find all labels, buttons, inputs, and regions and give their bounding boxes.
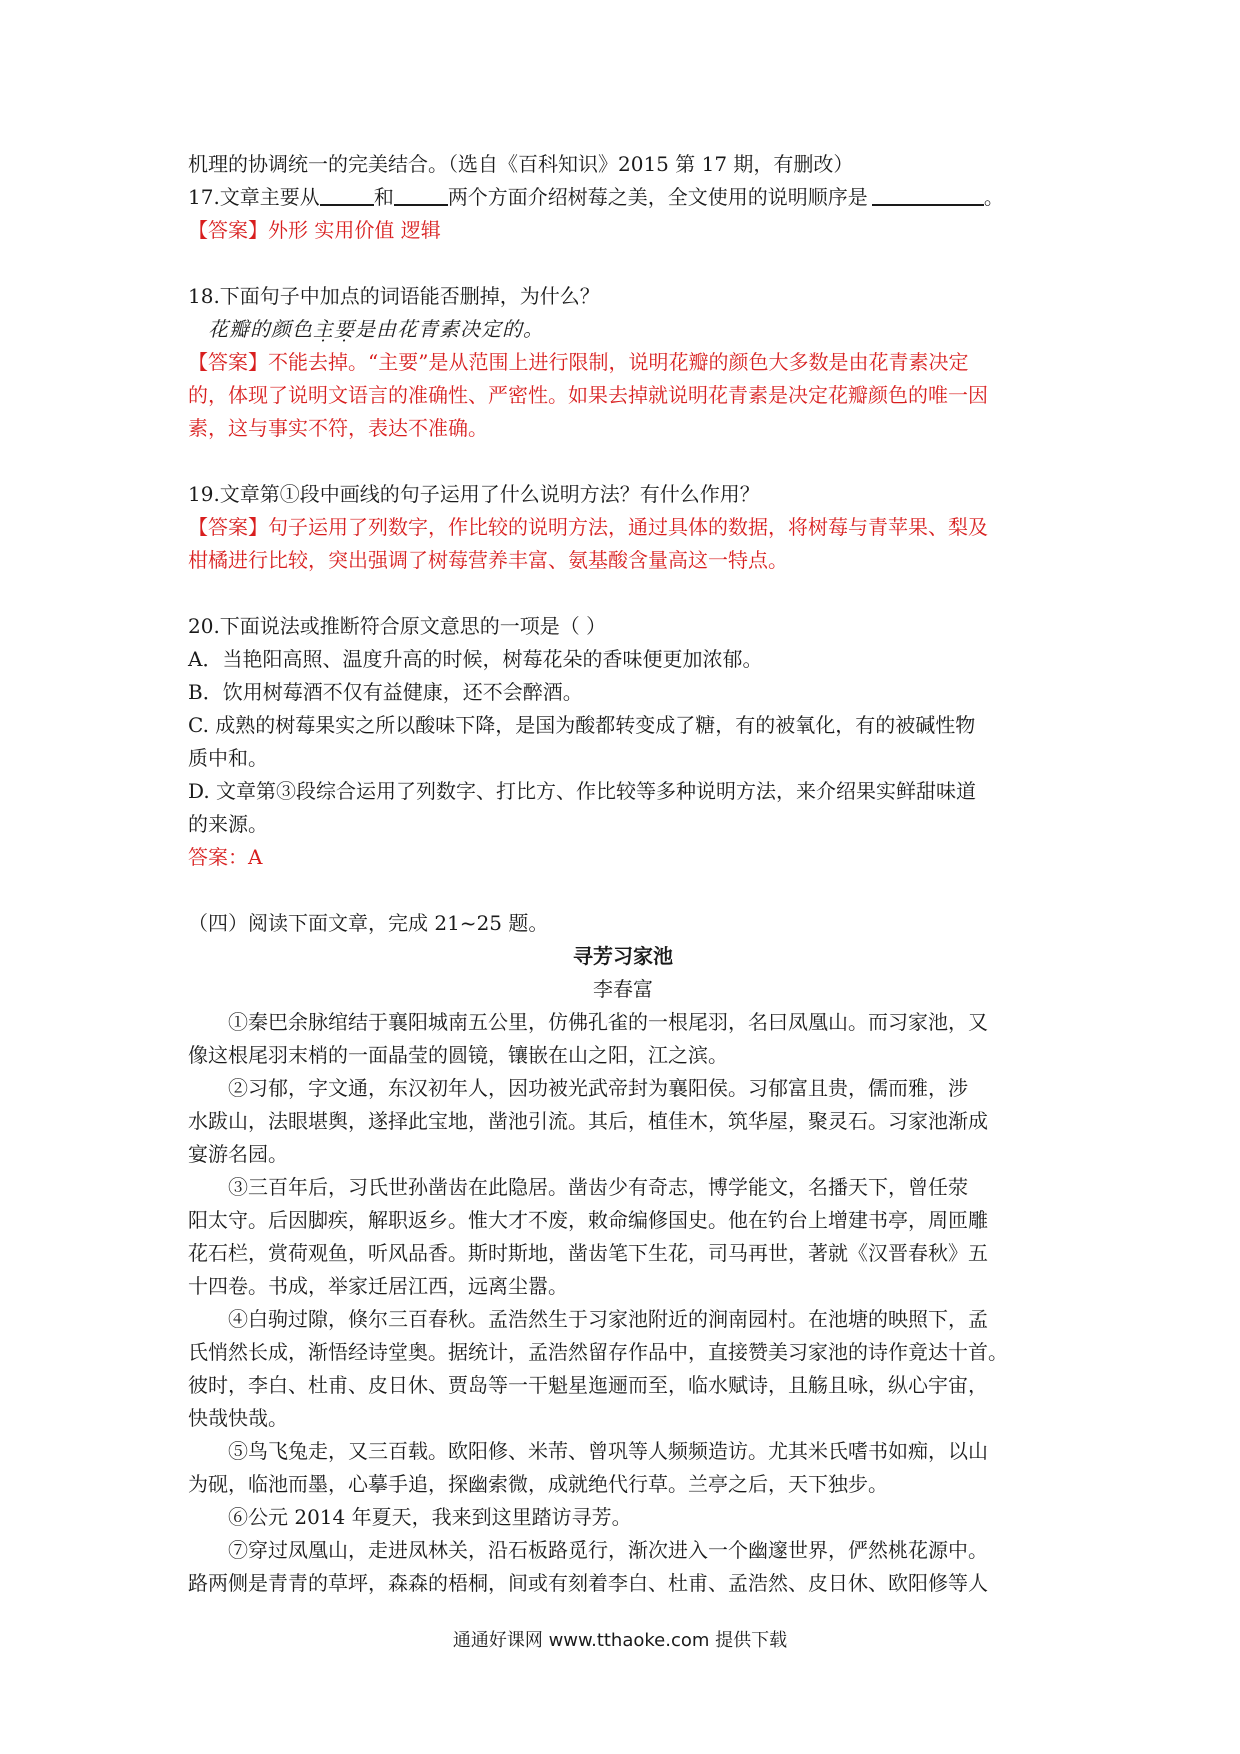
paragraph-line: ①秦巴余脉绾结于襄阳城南五公里，仿佛孔雀的一根尾羽，名曰凤凰山。而习家池，又 bbox=[228, 1010, 988, 1034]
question-text: 和 bbox=[373, 185, 394, 209]
question-text: 。 bbox=[983, 185, 1004, 209]
answer-19-line: 柑橘进行比较，突出强调了树莓营养丰富、氨基酸含量高这一特点。 bbox=[188, 548, 788, 572]
answer-blank bbox=[872, 184, 984, 206]
paragraph-line: ⑦穿过凤凰山，走进凤林关，沿石板路觅行，渐次进入一个幽邃世界，俨然桃花源中。 bbox=[228, 1538, 988, 1562]
paragraph-line: 氏悄然长成，渐悟经诗堂奥。据统计，孟浩然留存作品中，直接赞美习家池的诗作竟达十首。 bbox=[188, 1340, 1008, 1364]
answer-18-line: 【答案】不能去掉。“主要”是从范围上进行限制，说明花瓣的颜色大多数是由花青素决定 bbox=[188, 350, 969, 374]
paragraph-line: 快哉快哉。 bbox=[188, 1406, 288, 1430]
paragraph-line: ④白驹过隙，倏尔三百春秋。孟浩然生于习家池附近的涧南园村。在池塘的映照下，孟 bbox=[228, 1307, 988, 1331]
answer-18-line: 的，体现了说明文语言的准确性、严密性。如果去掉就说明花青素是决定花瓣颜色的唯一因 bbox=[188, 383, 988, 407]
paragraph-line: 十四卷。书成，举家迁居江西，远离尘嚣。 bbox=[188, 1274, 568, 1298]
option-d: D. 文章第③段综合运用了列数字、打比方、作比较等多种说明方法，来介绍果实鲜甜味道 bbox=[188, 779, 977, 803]
option-b: B．饮用树莓酒不仅有益健康，还不会醉酒。 bbox=[188, 680, 583, 704]
section-heading: （四）阅读下面文章，完成 21~25 题。 bbox=[188, 911, 549, 935]
page-footer: 通通好课网 www.tthaoke.com 提供下载 bbox=[452, 1630, 788, 1651]
option-c: C. 成熟的树莓果实之所以酸味下降，是国为酸都转变成了糖，有的被氧化，有的被碱性物 bbox=[188, 713, 976, 737]
paragraph-line: ⑤鸟飞兔走，又三百载。欧阳修、米芾、曾巩等人频频造访。尤其米氏嗜书如痴，以山 bbox=[228, 1439, 988, 1463]
answer-20: 答案：A bbox=[188, 845, 263, 869]
answer-17: 【答案】外形 实用价值 逻辑 bbox=[188, 218, 441, 242]
paragraph-line: 花石栏，赏荷观鱼，听风品香。斯时斯地，凿齿笔下生花，司马再世，著就《汉晋春秋》五 bbox=[188, 1241, 988, 1265]
paragraph-line: ⑥公元 2014 年夏天，我来到这里踏访寻芳。 bbox=[228, 1505, 632, 1529]
question-text: 两个方面介绍树莓之美，全文使用的说明顺序是 bbox=[447, 185, 868, 209]
paragraph-line: ②习郁，字文通，东汉初年人，因功被光武帝封为襄阳侯。习郁富且贵，儒而雅，涉 bbox=[228, 1076, 968, 1100]
question-text: 17.文章主要从 bbox=[188, 185, 320, 209]
option-d-cont: 的来源。 bbox=[188, 812, 268, 836]
paragraph-line: 水跋山，法眼堪舆，遂择此宝地，凿池引流。其后，植佳木，筑华屋，聚灵石。习家池渐成 bbox=[188, 1109, 988, 1133]
answer-19-line: 【答案】句子运用了列数字，作比较的说明方法，通过具体的数据，将树莓与青苹果、梨及 bbox=[188, 515, 988, 539]
dotted-word: 要 bbox=[334, 317, 355, 341]
answer-18-line: 素，这与事实不符，表达不准确。 bbox=[188, 416, 488, 440]
question-20: 20.下面说法或推断符合原文意思的一项是（ ） bbox=[188, 614, 607, 638]
dotted-word: 主 bbox=[313, 317, 334, 341]
paragraph-line: 宴游名园。 bbox=[188, 1142, 288, 1166]
paragraph-line: ③三百年后，习氏世孙凿齿在此隐居。凿齿少有奇志，博学能文，名播天下，曾任荥 bbox=[228, 1175, 968, 1199]
quoted-sentence bbox=[188, 313, 1058, 346]
option-a: A．当艳阳高照、温度升高的时候，树莓花朵的香味便更加浓郁。 bbox=[188, 647, 763, 671]
article-title: 寻芳习家池 bbox=[573, 944, 673, 968]
answer-blank bbox=[320, 184, 374, 206]
paragraph-line: 彼时，李白、杜甫、皮日休、贾岛等一干魁星迤逦而至，临水赋诗，且觞且咏，纵心宇宙， bbox=[188, 1373, 988, 1397]
paragraph-line: 为砚，临池而墨，心摹手追，探幽索微，成就绝代行草。兰亭之后，天下独步。 bbox=[188, 1472, 888, 1496]
question-17 bbox=[188, 181, 1058, 214]
paragraph-line: 像这根尾羽末梢的一面晶莹的圆镜，镶嵌在山之阳，江之滨。 bbox=[188, 1043, 728, 1067]
text-line: 机理的协调统一的完美结合。（选自《百科知识》2015 第 17 期，有删改） bbox=[188, 152, 854, 176]
sentence-text: 是由花青素决定的。 bbox=[355, 317, 544, 341]
option-c-cont: 质中和。 bbox=[188, 746, 268, 770]
article-author: 李春富 bbox=[593, 977, 653, 1001]
paragraph-line: 路两侧是青青的草坪，森森的梧桐，间或有刻着李白、杜甫、孟浩然、皮日休、欧阳修等人 bbox=[188, 1571, 988, 1595]
paragraph-line: 阳太守。后因脚疾，解职返乡。惟大才不废，敕命编修国史。他在钓台上增建书亭，周匝雕 bbox=[188, 1208, 988, 1232]
answer-blank bbox=[394, 184, 448, 206]
question-19: 19.文章第①段中画线的句子运用了什么说明方法？有什么作用？ bbox=[188, 482, 760, 506]
question-18: 18.下面句子中加点的词语能否删掉，为什么？ bbox=[188, 284, 600, 308]
sentence-text: 花瓣的颜色 bbox=[208, 317, 313, 341]
document-body bbox=[188, 148, 1058, 1600]
